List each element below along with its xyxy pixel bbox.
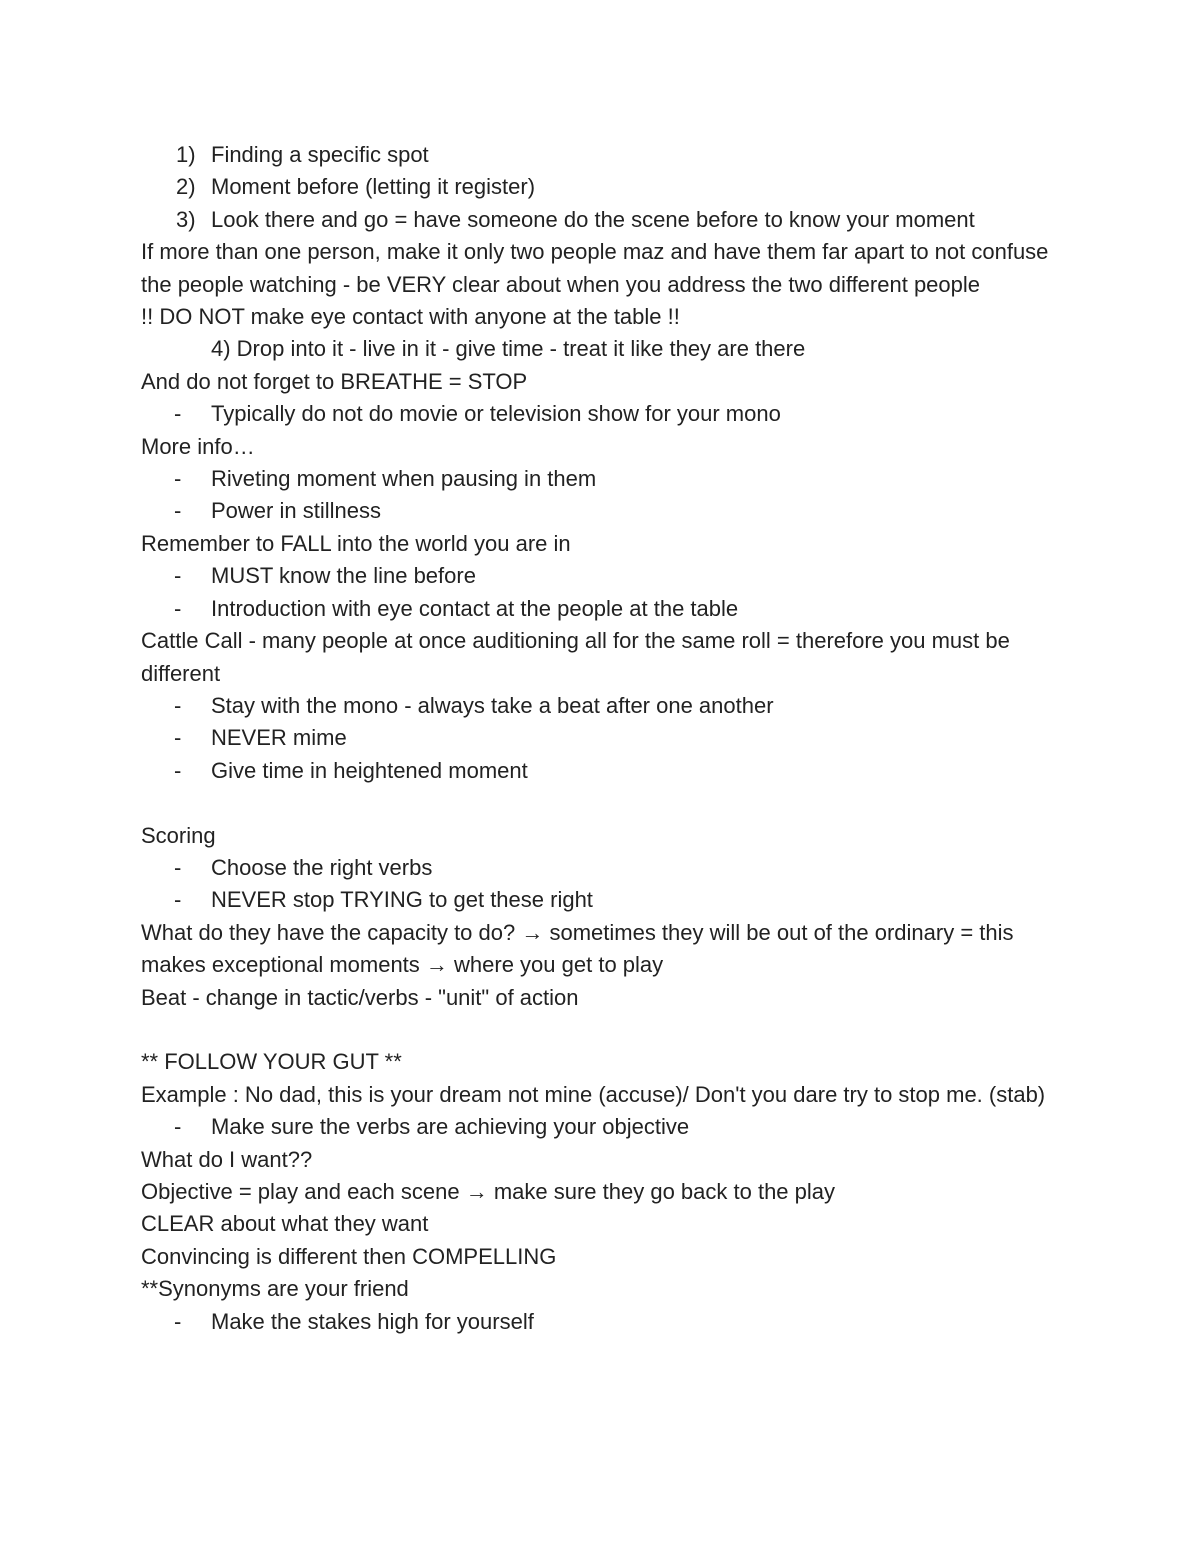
dash-bullet: - bbox=[174, 401, 182, 427]
bullet-list-item bbox=[141, 755, 1066, 787]
list-item-text: Power in stillness bbox=[211, 498, 381, 524]
text-line: Objective = play and each scene → make sure they go back to the play bbox=[141, 1178, 836, 1204]
indented-line: 4) Drop into it - live in it - give time - treat it like they are there bbox=[211, 336, 806, 362]
list-item-text: Moment before (letting it register) bbox=[211, 174, 536, 200]
text-line: Convincing is different then COMPELLING bbox=[141, 1243, 557, 1269]
blank-line bbox=[141, 787, 1066, 819]
dash-bullet: - bbox=[174, 1114, 182, 1140]
dash-bullet: - bbox=[174, 854, 182, 880]
list-item-text: Stay with the mono - always take a beat after one another bbox=[211, 692, 774, 718]
list-item-text: Finding a specific spot bbox=[211, 142, 429, 167]
list-item-text: Look there and go = have someone do the scene before to know your moment bbox=[211, 206, 975, 232]
list-item-text: NEVER stop TRYING to get these right bbox=[211, 887, 593, 913]
text-line: **Synonyms are your friend bbox=[141, 1276, 409, 1302]
bullet-list-item bbox=[141, 1111, 1066, 1143]
text-line: Beat - change in tactic/verbs - "unit" of action bbox=[141, 984, 579, 1010]
bullet-list-item bbox=[141, 560, 1066, 592]
text-line: ** FOLLOW YOUR GUT ** bbox=[141, 1049, 402, 1075]
bullet-list-item bbox=[141, 884, 1066, 916]
text-line: CLEAR about what they want bbox=[141, 1211, 429, 1237]
list-item-text: Riveting moment when pausing in them bbox=[211, 466, 597, 492]
bullet-list-item bbox=[141, 722, 1066, 754]
dash-bullet: - bbox=[174, 887, 182, 913]
list-item-text: Introduction with eye contact at the people at the table bbox=[211, 595, 739, 621]
blank-line bbox=[141, 1014, 1066, 1046]
text-line: What do I want?? bbox=[141, 1146, 313, 1172]
list-number: 2) bbox=[176, 174, 196, 200]
paragraph: Example : No dad, this is your dream not mine (accuse)/ Don't you dare try to stop me. (stab) bbox=[141, 1081, 1046, 1107]
document-body bbox=[141, 139, 1066, 1338]
paragraph: What do they have the capacity to do? → sometimes they will be out of the ordinary = this makes exceptional moments → where you get to play bbox=[141, 919, 1014, 978]
numbered-list-item bbox=[141, 204, 1066, 236]
text-line: And do not forget to BREATHE = STOP bbox=[141, 368, 528, 394]
bullet-list-item bbox=[141, 852, 1066, 884]
list-item-text: Make the stakes high for yourself bbox=[211, 1308, 534, 1334]
bullet-list-item bbox=[141, 495, 1066, 527]
paragraph: If more than one person, make it only two people maz and have them far apart to not confuse the people watching - be VERY clear about when you address the two different people bbox=[141, 239, 1049, 297]
list-item-text: MUST know the line before bbox=[211, 563, 476, 589]
text-line: Remember to FALL into the world you are in bbox=[141, 530, 571, 556]
bullet-list-item bbox=[141, 1306, 1066, 1338]
bullet-list-item bbox=[141, 463, 1066, 495]
list-item-text: Make sure the verbs are achieving your objective bbox=[211, 1114, 690, 1140]
list-item-text: Choose the right verbs bbox=[211, 854, 433, 880]
list-number: 1) bbox=[176, 142, 196, 167]
bullet-list-item bbox=[141, 398, 1066, 430]
paragraph: Cattle Call - many people at once auditioning all for the same roll = therefore you must be different bbox=[141, 628, 1010, 686]
dash-bullet: - bbox=[174, 725, 182, 751]
bullet-list-item bbox=[141, 690, 1066, 722]
list-item-text: Typically do not do movie or television show for your mono bbox=[211, 401, 781, 427]
list-item-text: NEVER mime bbox=[211, 725, 347, 751]
text-line: Scoring bbox=[141, 822, 216, 848]
bullet-list-item bbox=[141, 593, 1066, 625]
dash-bullet: - bbox=[174, 1308, 182, 1334]
text-line: More info… bbox=[141, 433, 255, 459]
dash-bullet: - bbox=[174, 692, 182, 718]
dash-bullet: - bbox=[174, 466, 182, 492]
list-item-text: Give time in heightened moment bbox=[211, 757, 528, 783]
dash-bullet: - bbox=[174, 757, 182, 783]
list-number: 3) bbox=[176, 206, 196, 232]
numbered-list-item bbox=[141, 139, 1066, 171]
dash-bullet: - bbox=[174, 595, 182, 621]
dash-bullet: - bbox=[174, 563, 182, 589]
text-line: !! DO NOT make eye contact with anyone at the table !! bbox=[141, 304, 680, 330]
dash-bullet: - bbox=[174, 498, 182, 524]
numbered-list-item bbox=[141, 171, 1066, 203]
